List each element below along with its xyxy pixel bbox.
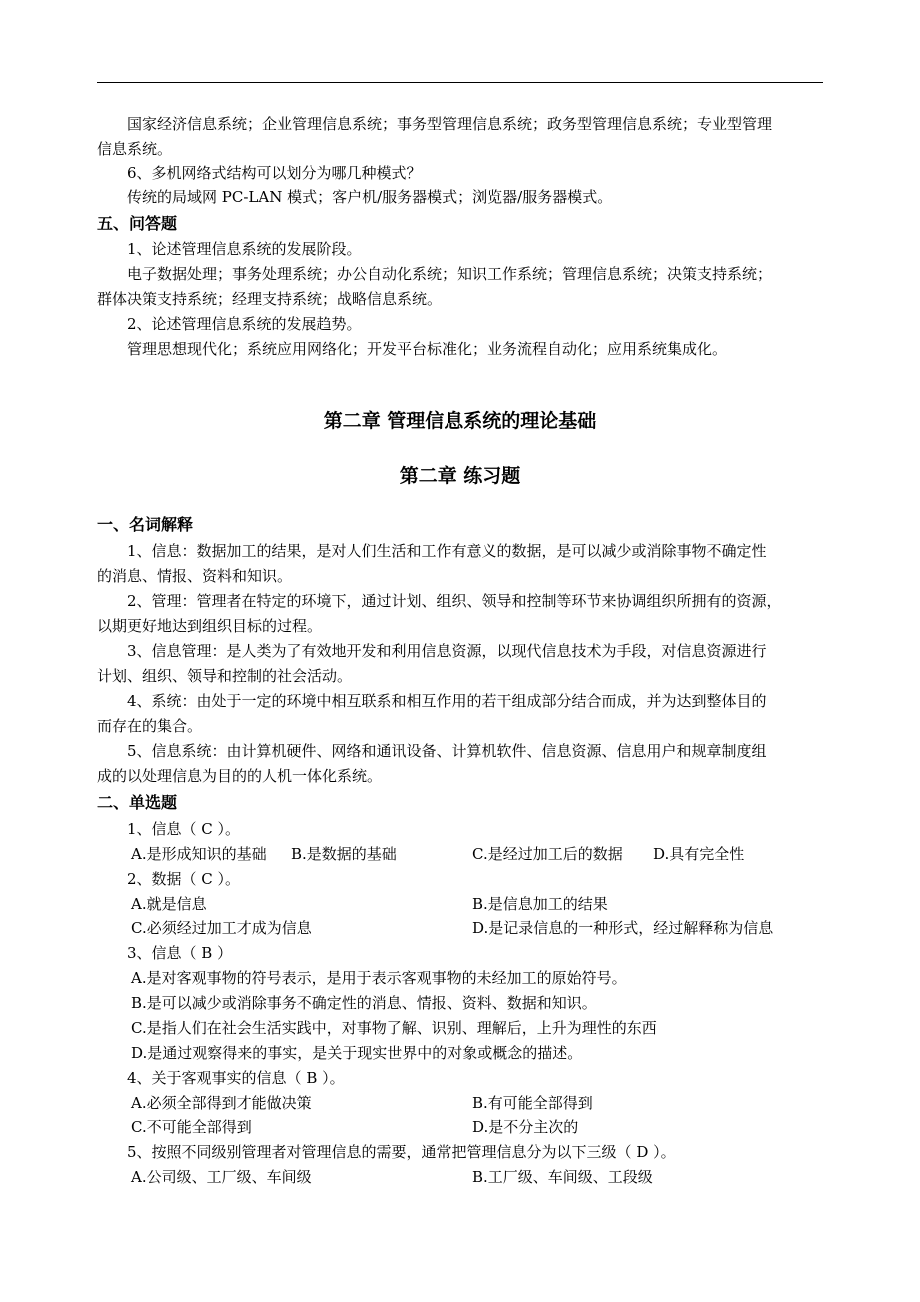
question-5: 5、按照不同级别管理者对管理信息的需要，通常把管理信息分为以下三级（ D ）。 bbox=[127, 1143, 676, 1161]
option-a: A.公司级、工厂级、车间级 bbox=[131, 1168, 312, 1186]
option-b: B.有可能全部得到 bbox=[472, 1094, 593, 1112]
qa-answer-2: 管理思想现代化；系统应用网络化；开发平台标准化；业务流程自动化；应用系统集成化。 bbox=[127, 340, 728, 358]
option-d: D.是记录信息的一种形式，经过解释称为信息 bbox=[472, 919, 774, 937]
option-a: A.就是信息 bbox=[131, 895, 207, 913]
paragraph-line: 国家经济信息系统；企业管理信息系统；事务型管理信息系统；政务型管理信息系统；专业型管理 bbox=[127, 115, 773, 133]
chapter-title: 第二章 管理信息系统的理论基础 bbox=[323, 410, 597, 432]
option-b: B.是数据的基础 bbox=[291, 845, 397, 863]
option-b: B.是信息加工的结果 bbox=[472, 895, 608, 913]
section-heading-single-choice: 二、单选题 bbox=[97, 793, 178, 812]
option-a: A.必须全部得到才能做决策 bbox=[131, 1094, 312, 1112]
option-c: C.不可能全部得到 bbox=[131, 1118, 252, 1136]
term-2-line-1: 2、管理：管理者在特定的环境下，通过计划、组织、领导和控制等环节来协调组织所拥有的资源， bbox=[127, 592, 782, 610]
answer-6: 传统的局域网 PC-LAN 模式；客户机/服务器模式；浏览器/服务器模式。 bbox=[127, 188, 613, 206]
chapter-subtitle: 第二章 练习题 bbox=[399, 465, 521, 487]
option-b: B.是可以减少或消除事务不确定性的消息、情报、资料、数据和知识。 bbox=[131, 994, 597, 1012]
term-4-line-1: 4、系统：由处于一定的环境中相互联系和相互作用的若干组成部分结合而成，并为达到整体目的 bbox=[127, 692, 767, 710]
section-heading-terms: 一、名词解释 bbox=[97, 515, 194, 534]
term-5-line-1: 5、信息系统：由计算机硬件、网络和通讯设备、计算机软件、信息资源、信息用户和规章制度组 bbox=[127, 742, 767, 760]
question-6: 6、多机网络式结构可以划分为哪几种模式？ bbox=[127, 164, 422, 182]
qa-question-1: 1、论述管理信息系统的发展阶段。 bbox=[127, 240, 362, 258]
term-3-line-1: 3、信息管理：是人类为了有效地开发和利用信息资源，以现代信息技术为手段，对信息资源进行 bbox=[127, 642, 767, 660]
question-4: 4、关于客观事实的信息（ B ）。 bbox=[127, 1069, 345, 1087]
term-3-line-2: 计划、组织、领导和控制的社会活动。 bbox=[97, 667, 353, 685]
option-c: C.必须经过加工才成为信息 bbox=[131, 919, 312, 937]
option-d: D.是通过观察得来的事实，是关于现实世界中的对象或概念的描述。 bbox=[131, 1044, 583, 1062]
option-c: C.是经过加工后的数据 bbox=[472, 845, 623, 863]
header-rule bbox=[97, 82, 823, 83]
qa-question-2: 2、论述管理信息系统的发展趋势。 bbox=[127, 315, 362, 333]
term-1-line-2: 的消息、情报、资料和知识。 bbox=[97, 567, 293, 585]
qa-answer-1-line-1: 电子数据处理；事务处理系统；办公自动化系统；知识工作系统；管理信息系统；决策支持系统； bbox=[127, 265, 773, 283]
option-c: C.是指人们在社会生活实践中，对事物了解、识别、理解后，上升为理性的东西 bbox=[131, 1019, 657, 1037]
option-b: B.工厂级、车间级、工段级 bbox=[472, 1168, 653, 1186]
paragraph-line: 信息系统。 bbox=[97, 140, 173, 158]
term-2-line-2: 以期更好地达到组织目标的过程。 bbox=[97, 617, 323, 635]
option-d: D.具有完全性 bbox=[653, 845, 745, 863]
option-a: A.是形成知识的基础 bbox=[131, 845, 267, 863]
term-5-line-2: 成的以处理信息为目的的人机一体化系统。 bbox=[97, 767, 383, 785]
option-d: D.是不分主次的 bbox=[472, 1118, 579, 1136]
term-1-line-1: 1、信息：数据加工的结果，是对人们生活和工作有意义的数据，是可以减少或消除事物不确定性 bbox=[127, 542, 767, 560]
section-heading-qa: 五、问答题 bbox=[97, 214, 178, 233]
term-4-line-2: 而存在的集合。 bbox=[97, 717, 203, 735]
qa-answer-1-line-2: 群体决策支持系统；经理支持系统；战略信息系统。 bbox=[97, 290, 443, 308]
option-a: A.是对客观事物的符号表示，是用于表示客观事物的未经加工的原始符号。 bbox=[131, 969, 627, 987]
question-1: 1、信息（ C ）。 bbox=[127, 820, 241, 838]
question-3: 3、信息（ B ） bbox=[127, 944, 233, 962]
question-2: 2、数据（ C ）。 bbox=[127, 870, 241, 888]
